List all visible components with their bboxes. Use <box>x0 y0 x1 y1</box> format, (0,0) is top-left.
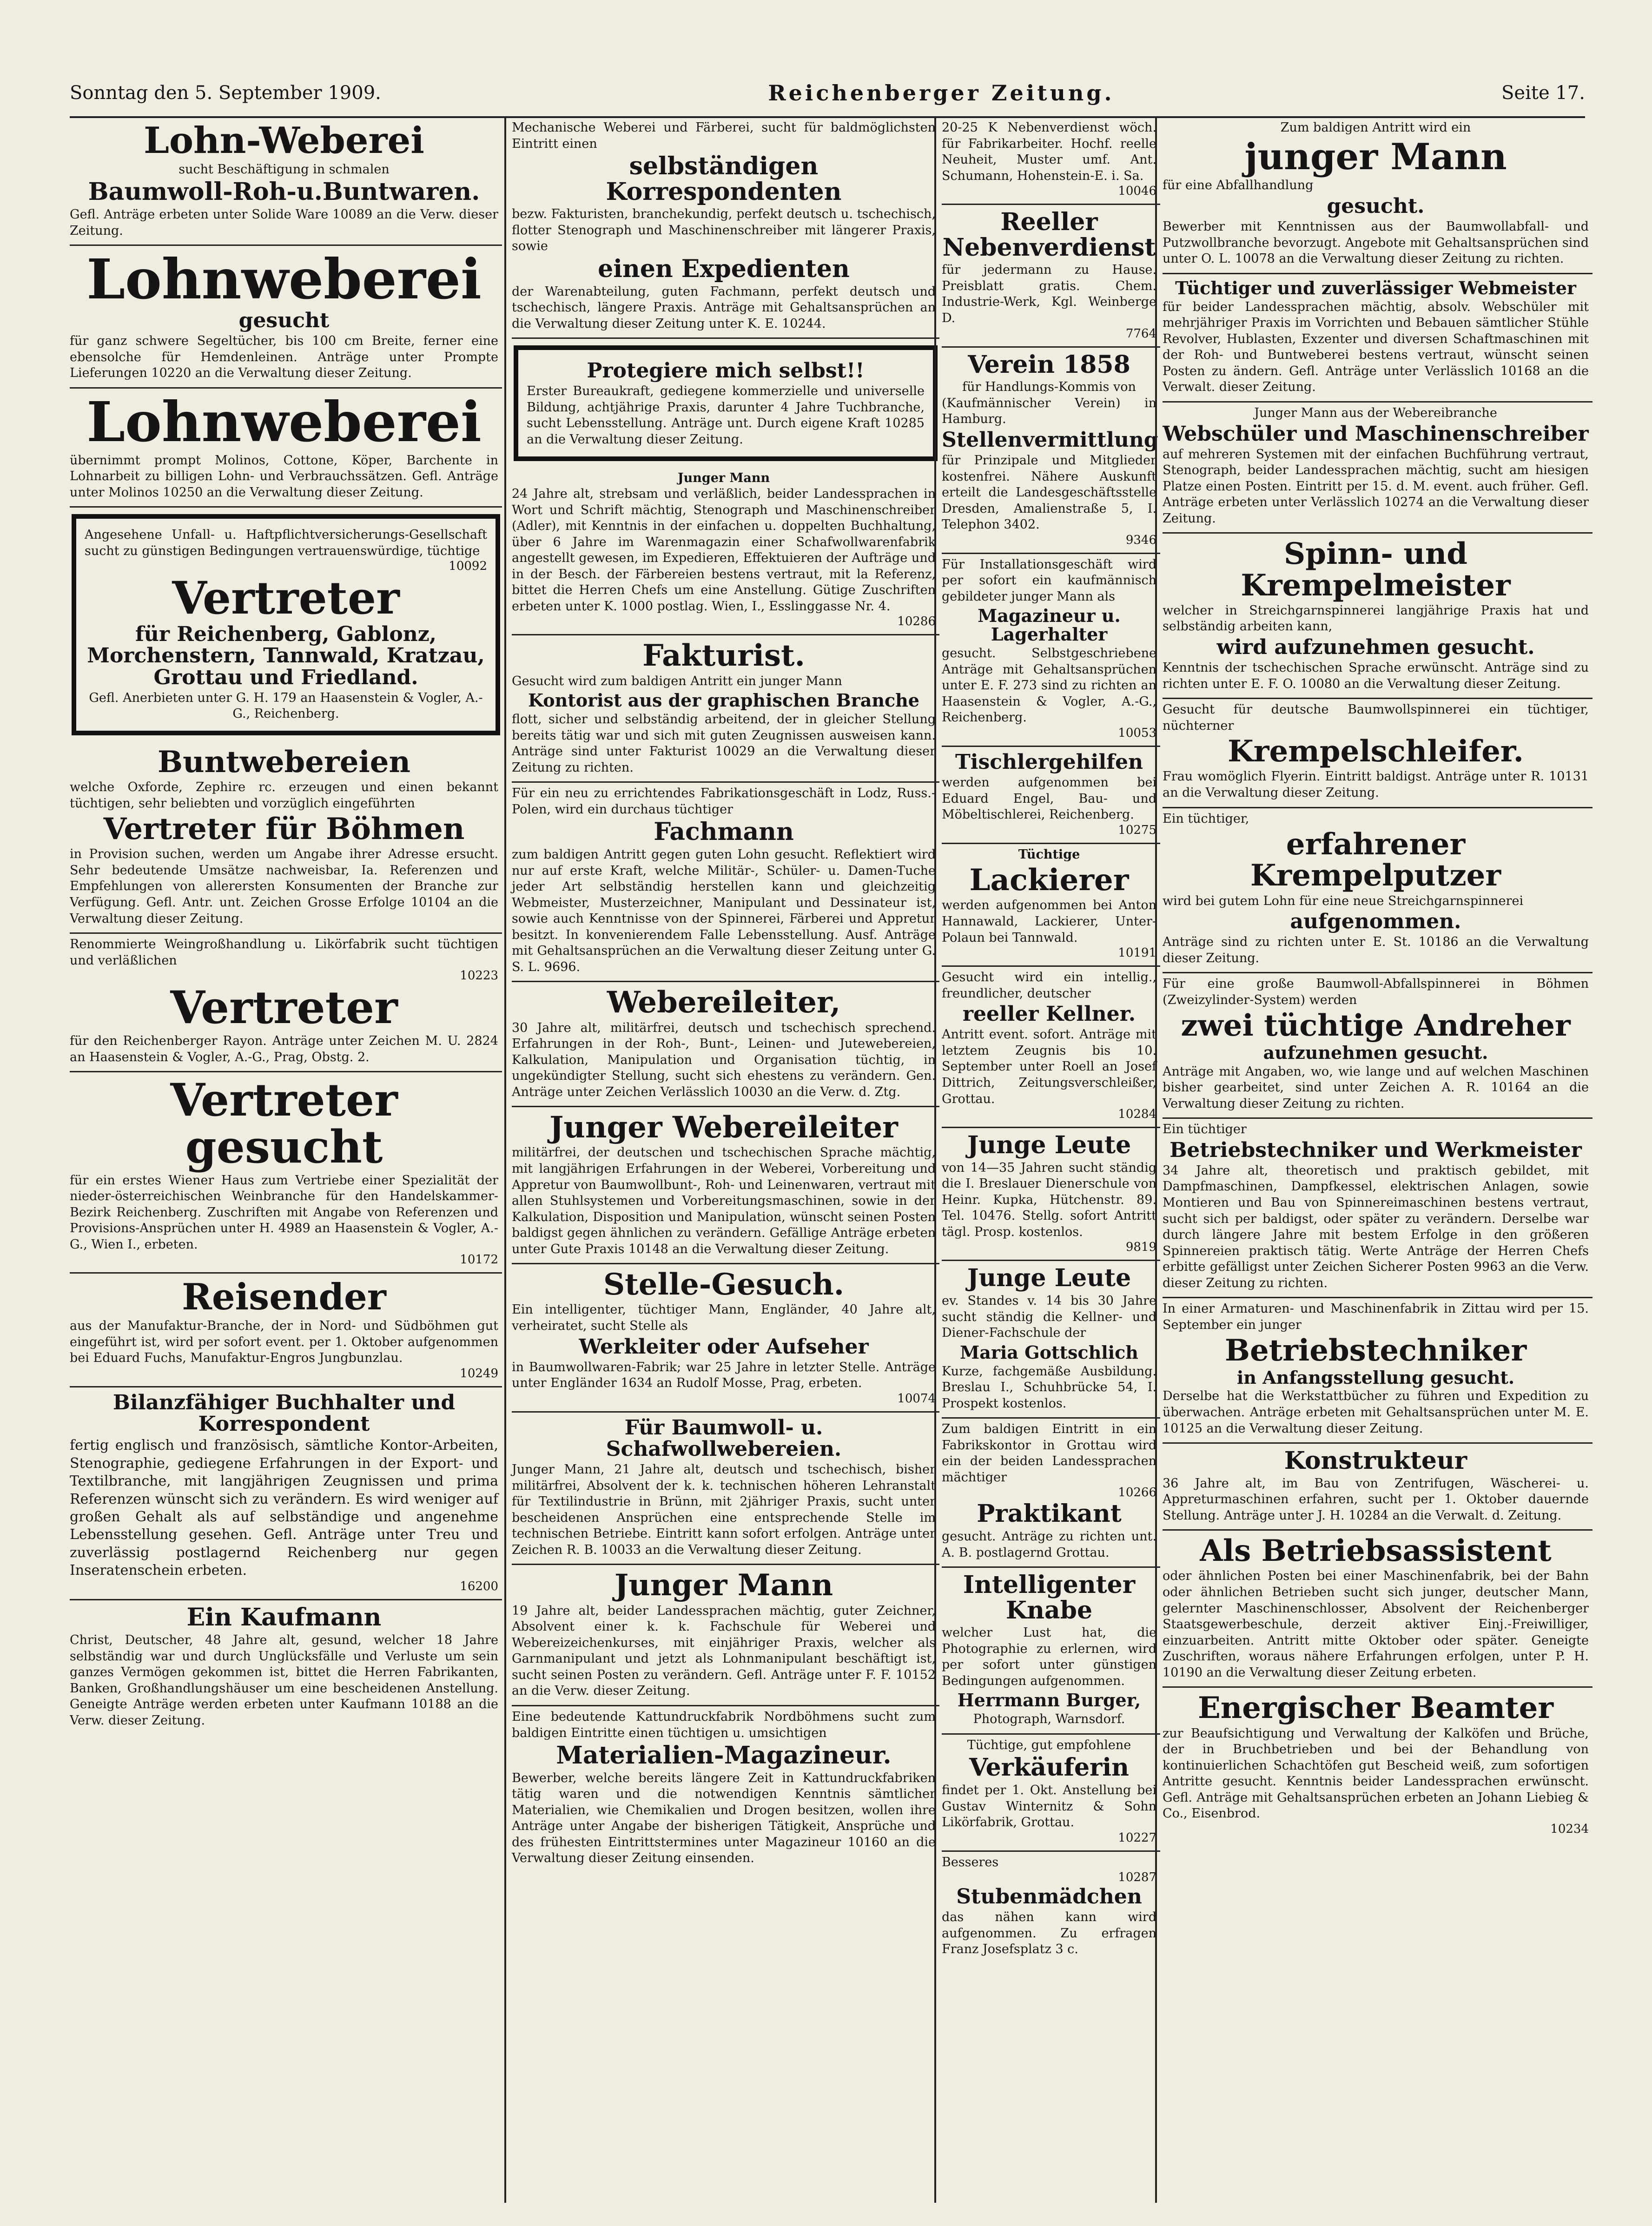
ad-body: Besseres <box>942 1855 999 1869</box>
ad-title: Junger Mann <box>614 1568 833 1603</box>
ad-vertreter-wein <box>70 934 502 1072</box>
ad-subtitle: Stellenvermittlung <box>942 428 1158 452</box>
ad-subtitle: gesucht. <box>1327 194 1425 218</box>
ad-title: Vertreter <box>170 981 398 1034</box>
ad-junge-leute-1 <box>942 1128 1160 1261</box>
ad-body: Gesucht wird zum baldigen Antritt ein junger Mann <box>512 674 842 688</box>
ad-title: reeller Kellner. <box>962 1002 1136 1026</box>
ad-body: (Kaufmännischer Verein) in Hamburg. <box>942 396 1156 427</box>
ad-body: Derselbe hat die Werkstattbücher zu führen und Expedition zu überwachen. Anträge erbeten mit Gehaltsansprüchen unter M. E. 10125 an die Verwaltung dieser Zeitung. <box>1163 1389 1589 1436</box>
ad-materialien-magazineur <box>512 1706 939 1872</box>
ad-subtitle: Herrmann Burger, <box>957 1690 1141 1711</box>
ad-title: Bilanzfähiger Buchhalter und Korrespondent <box>112 1390 456 1436</box>
ad-ref: 10266 <box>1118 1486 1156 1500</box>
ad-betriebstechniker-zittau <box>1163 1298 1593 1444</box>
ad-title: Vertreter <box>172 572 400 625</box>
ad-body: 19 Jahre alt, beider Landessprachen mächtig, guter Zeichner, Absolvent einer k. k. Fachschule für Weberei und Webereizeichenkurses, mit einjähriger Praxis, welcher als Garnmanipulant und jetzt als Lohnmanipulant beschäftigt ist, sucht seinen Posten zu verändern. Gefl. Anträge unter F. F. 10152 an die Verw. dieser Zeitung. <box>512 1603 936 1698</box>
ad-verkaeuferin <box>942 1735 1160 1852</box>
ad-subtitle: Maria Gottschlich <box>960 1341 1138 1363</box>
ad-kaufmann <box>70 1600 502 1734</box>
ad-title: Verkäuferin <box>969 1753 1129 1782</box>
ad-webmeister <box>1163 274 1593 403</box>
ad-body: findet per 1. Okt. Anstellung bei Gustav Winternitz & Sohn Likörfabrik, Grottau. <box>942 1783 1156 1830</box>
ad-body: für ganz schwere Segeltücher, bis 100 cm Breite, ferner eine ebensolche für Hemdenleinen. Anträge unter Prompte Lieferungen 10220 an die Verwaltung dieser Zeitung. <box>70 334 498 381</box>
ad-subtitle: für Handlungs-Kommis von <box>962 380 1136 395</box>
newspaper-title: Reichenberger Zeitung. <box>768 80 1115 106</box>
ad-lohn-weberei <box>70 117 502 246</box>
ad-subtitle: Baumwoll-Roh-u.Buntwaren. <box>88 178 480 206</box>
ad-title: Betriebstechniker <box>1224 1333 1527 1368</box>
ad-body: zum baldigen Antritt gegen guten Lohn gesucht. Reflektiert wird nur auf erste Kraft, welche Militär-, Schüler- u. Damen-Tuche jeder Art selbständig herstellen kann und gleichzeitig Webmeister, Musterzeichner, Manipulant und Dessinateur ist, sowie auch Kenntnisse von der Spinnerei, Färberei und Appretur besitzt. In konvenierendem Falle Lebensstellung. Ausf. Anträge mit Gehaltsansprüchen an die Verwaltung dieser Zeitung unter G. S. L. 9696. <box>512 847 936 974</box>
ad-body: welcher Lust hat, die Photographie zu erlernen, wird per sofort unter günstigen Bedingungen aufgenommen. <box>942 1625 1156 1688</box>
ad-title: zwei tüchtige Andreher <box>1181 1008 1571 1044</box>
column-4 <box>1155 117 1593 2203</box>
ad-subtitle: Tüchtige <box>1018 847 1080 862</box>
ad-andreher <box>1163 973 1593 1119</box>
ad-body: 34 Jahre alt, theoretisch und praktisch gebildet, mit Dampfmaschinen, Dampfkessel, elektrischen Anlagen, sowie Montieren und Bau von Spinnereimaschinen bestens vertraut, sucht sich per baldigst, oder später zu verändern. Derselbe war durch längere Jahre mit bestem Erfolge in den größeren Spinnereien praktisch tätig. Werte Anträge der Herren Chefs erbitte gefälligst unter Zeichen Sicherer Posten 9963 an die Verw. dieser Zeitung zu richten. <box>1163 1163 1589 1290</box>
ad-lohnweberei-gesucht <box>70 246 502 389</box>
ad-body: werden aufgenommen bei Eduard Engel, Bau- und Möbeltischlerei, Reichenberg. <box>942 775 1156 822</box>
ad-title: Webereileiter, <box>607 985 841 1020</box>
ad-body: Kenntnis der tschechischen Sprache erwünscht. Anträge sind zu richten unter E. F. O. 10080 an die Verwaltung dieser Zeitung. <box>1163 661 1589 691</box>
ad-ref: 10046 <box>1118 184 1156 198</box>
ad-body: Renommierte Weingroßhandlung u. Likörfabrik sucht tüchtigen und verläßlichen <box>70 937 498 968</box>
page-number: Seite 17. <box>1501 82 1585 104</box>
ad-verein-1858 <box>942 348 1160 554</box>
ad-subtitle: Werkleiter oder Aufseher <box>579 1334 869 1359</box>
ad-ref: 10249 <box>460 1366 498 1381</box>
ad-body: wird bei gutem Lohn für eine neue Streichgarnspinnerei <box>1163 893 1524 908</box>
ad-subtitle: einen Expedienten <box>598 254 850 283</box>
ad-body: gesucht. Selbstgeschriebene Anträge mit Gehaltsansprüchen unter E. F. 273 sind zu richten an Haasenstein & Vogler, A.-G., Reichenberg. <box>942 646 1156 725</box>
ad-body: In einer Armaturen- und Maschinenfabrik in Zittau wird per 15. September ein junger <box>1163 1301 1589 1332</box>
ad-junger-mann-24 <box>512 468 939 636</box>
ad-body: Tüchtige, gut empfohlene <box>967 1737 1131 1752</box>
ad-body: Christ, Deutscher, 48 Jahre alt, gesund, welcher 18 Jahre selbständig war und durch Unglücksfälle und Verluste um sein ganzes Vermögen gekommen ist, bittet die Herren Fabrikanten, Banken, Großhandlungshäuser um eine bescheidenen Anstellung. Geneigte Anträge werden erbeten unter Kaufmann 10188 an die Verw. dieser Zeitung. <box>70 1633 498 1728</box>
ad-betriebstechniker-werkmeister <box>1163 1119 1593 1298</box>
ad-ref: 10284 <box>1118 1107 1156 1122</box>
ad-body: für den Reichenberger Rayon. Anträge unter Zeichen M. U. 2824 an Haasenstein & Vogler, A.-G., Prag, Obstg. 2. <box>70 1034 498 1064</box>
ad-title: Stelle-Gesuch. <box>603 1267 845 1302</box>
ad-title: Betriebstechniker und Werkmeister <box>1170 1138 1582 1162</box>
ad-body: Für Installationsgeschäft wird per sofort ein kaufmännisch gebildeter junger Mann als <box>942 557 1156 604</box>
ad-title: Junge Leute <box>967 1131 1131 1160</box>
ad-title: Krempelschleifer. <box>1228 734 1524 769</box>
ad-body: Zum baldigen Eintritt in ein Fabrikskontor in Grottau wird ein der beiden Landessprachen mächtiger <box>942 1422 1156 1485</box>
ad-ref: 10227 <box>1118 1830 1156 1845</box>
ad-body: in Baumwollwaren-Fabrik; war 25 Jahre in letzter Stelle. Anträge unter Engländer 1634 an Rudolf Mosse, Prag, erbeten. <box>512 1360 936 1391</box>
ad-body: fertig englisch und französisch, sämtliche Kontor-Arbeiten, Stenographie, gediegene Erfahrungen in der Export- und Textilbranche, mit langjährigen Zeugnissen und prima Referenzen wünscht sich zu verändern. Es wird weniger auf großen Gehalt als auf selbständige und angenehme Lebensstellung gesehen. Gefl. Anträge unter Treu und zuverlässig postlagernd Reichenberg nur gegen Inseratenschein erbeten. <box>70 1437 498 1579</box>
ad-title: Intelligenter Knabe <box>963 1571 1136 1625</box>
ad-junger-mann-19 <box>512 1565 939 1706</box>
ad-praktikant <box>942 1419 1160 1568</box>
ad-ref: 10275 <box>1118 823 1156 837</box>
column-3 <box>934 117 1160 2203</box>
ad-body: Bewerber mit Kenntnissen aus der Baumwollabfall- und Putzwollbranche bevorzugt. Angebote mit Gehaltsansprüchen sind unter O. L. 10078 an die Verwaltung dieser Zeitung zu richten. <box>1163 219 1589 266</box>
ad-body: für Prinzipale und Mitglieder kostenfrei. Nähere Auskunft erteilt die Landesgeschäftsstelle Dresden, Amalienstraße 5, I. Telephon 3402. <box>942 453 1156 532</box>
ad-subtitle: Kontorist aus der graphischen Branche <box>528 690 919 711</box>
ad-body: 24 Jahre alt, strebsam und verläßlich, beider Landessprachen in Wort und Schrift mächtig, Stenograph und Maschinenschreiber (Adler), mit Kenntnis in der einfachen u. doppelten Buchhaltung, über 6 Jahre im Warenmagazin einer Schafwollwarenfabrik angestellt gewesen, im Expedieren, Effektuieren der Aufträge und in der Besch. der Färbereien bestens vertraut, mit la Referenz, bittet die Herren Chefs um eine Anstellung. Gütige Zuschriften erbeten unter K. 1000 postlag. Wien, I., Esslinggasse Nr. 4. <box>512 487 936 614</box>
ad-subtitle: gesucht <box>238 309 330 333</box>
ad-body: für beider Landessprachen mächtig, absolv. Webschüler mit mehrjähriger Praxis im Vorrichten und Bebauen sämtlicher Stühle Revolver, Hublasten, Exzenter und diversen Schaftmaschinen mit der Roh- und Buntweberei bestens vertraut, wünscht seinen Posten zu ändern. Gefl. Anträge unter Verlässlich 10168 an die Verwalt. dieser Zeitung. <box>1163 299 1589 395</box>
ad-subtitle: wird aufzunehmen gesucht. <box>1216 635 1535 659</box>
ad-title: Webschüler und Maschinenschreiber <box>1163 422 1589 446</box>
ad-body: Erster Bureaukraft, gediegene kommerzielle und universelle Bildung, achtjährige Praxis, darunter 4 Jahre Tuchbranche, sucht Lebensstellung. Anträge unt. Durch eigene Kraft 10285 an die Verwaltung dieser Zeitung. <box>527 384 925 447</box>
ad-body: Angesehene Unfall- u. Haftpflichtversicherungs-Gesellschaft sucht zu günstigen Bedingungen vertrauenswürdige, tüchtige <box>85 528 487 558</box>
ad-korrespondent <box>512 117 939 339</box>
ad-body: Ein intelligenter, tüchtiger Mann, Engländer, 40 Jahre alt, verheiratet, sucht Stelle als <box>512 1302 936 1333</box>
ad-ref: 10053 <box>1118 726 1156 740</box>
ad-title: junger Mann <box>1244 135 1507 178</box>
ad-ref: 10172 <box>460 1253 498 1267</box>
ad-buntwebereien <box>70 742 502 934</box>
ad-krempelschleifer <box>1163 699 1593 808</box>
ad-body: in Provision suchen, werden um Angabe ihrer Adresse ersucht. Sehr bedeutende Umsätze nachweisbar, Ia. Referenzen und Empfehlungen von allerersten Konsumenten der Branche zur Verfügung. Gefl. Antr. unt. Zeichen Grosse Erfolge 10104 an die Verwaltung dieser Zeitung. <box>70 847 498 926</box>
ad-title: Tüchtiger und zuverlässiger Webmeister <box>1175 277 1576 298</box>
ad-ref: 9346 <box>1125 533 1156 547</box>
ad-body: bezw. Fakturisten, branchekundig, perfekt deutsch u. tschechisch, flotter Stenograph und Maschinenschreiber mit längerer Praxis, sowie <box>512 207 936 254</box>
ad-kellner <box>942 967 1160 1128</box>
ad-title: selbständigen Korrespondenten <box>606 152 842 206</box>
ad-body: 30 Jahre alt, militärfrei, deutsch und tschechisch sprechend. Erfahrungen in der Roh-, Bunt-, Leinen- und Jutewebereien, Kalkulation, Manipulation und Organisation tüchtig, in ungekündigter Stellung, sucht sich ehestens zu verändern. Gen. Anträge unter Zeichen Verlässlich 10030 an die Verw. d. Ztg. <box>512 1020 936 1099</box>
ad-ref: 10191 <box>1118 946 1156 960</box>
ad-body: flott, sicher und selbständig arbeitend, der in gleicher Stellung bereits tätig war und sich mit guten Zeugnissen ausweisen kann. Anträge sind unter Fakturist 10029 an die Verwaltung dieser Zeitung zu richten. <box>512 712 936 775</box>
ad-title: Junger Webereileiter <box>549 1110 898 1145</box>
ad-junger-mann-abfall <box>1163 117 1593 274</box>
ad-title: Ein Kaufmann <box>186 1603 382 1632</box>
ad-body: für ein erstes Wiener Haus zum Vertriebe einer Spezialität der nieder-österreichischen Weinbranche für den Handelskammer-Bezirk Reichenberg. Zuschriften mit Angabe von Referenzen und Provisions-Ansprüchen unter H. 4989 an Haasenstein & Vogler, A.-G., Wien I., erbeten. <box>70 1173 498 1252</box>
ad-junge-leute-2 <box>942 1261 1160 1419</box>
ad-title: Reisender <box>182 1276 386 1319</box>
ad-body: Gefl. Anträge erbeten unter Solide Ware 10089 an die Verw. dieser Zeitung. <box>70 207 498 238</box>
ad-body: welche Oxforde, Zephire rc. erzeugen und einen bekannt tüchtigen, sehr beliebten und vorzüglich eingeführten <box>70 780 498 811</box>
ad-body: aus der Manufaktur-Branche, der in Nord- und Südböhmen gut eingeführt ist, wird per sofort event. per 1. Oktober aufgenommen bei Eduard Fuchs, Manufaktur-Engros Jungbunzlau. <box>70 1319 498 1366</box>
ad-body: von 14—35 Jahren sucht ständig die I. Breslauer Dienerschule von Heinr. Kupka, Hütchenstr. 89. Tel. 10476. Stellg. sofort Antritt tägl. Prosp. kostenlos. <box>942 1160 1156 1239</box>
ad-body: ev. Standes v. 14 bis 30 Jahre sucht ständig die Kellner- und Diener-Fachschule der <box>942 1294 1156 1341</box>
ad-krempelputzer <box>1163 808 1593 974</box>
ad-body: welcher in Streichgarnspinnerei langjährige Praxis hat und selbständig arbeiten kann, <box>1163 603 1589 634</box>
ad-title: Fakturist. <box>642 638 805 674</box>
ad-body: Junger Mann, 21 Jahre alt, deutsch und tschechisch, bisher militärfrei, Absolvent der k. k. technischen höheren Lehranstalt für Textilindustrie in Brünn, mit 2jähriger Praxis, sucht unter bescheidenen Ansprüchen eine entsprechende Stelle im technischen Betriebe. Eintritt kann sofort erfolgen. Anträge unter Zeichen R. B. 10033 an die Verwaltung dieser Zeitung. <box>512 1462 936 1557</box>
ad-body: Ein tüchtiger <box>1163 1122 1247 1137</box>
ad-body: übernimmt prompt Molinos, Cottone, Köper, Barchente in Lohnarbeit zu billigen Lohn- und Verbrauchssätzen. Gefl. Anträge unter Molinos 10250 an die Verwaltung dieser Zeitung. <box>70 453 498 500</box>
ad-body: Junger Mann aus der Webereibranche <box>1254 405 1497 420</box>
ad-body: sucht Beschäftigung in schmalen <box>178 162 390 177</box>
ad-body: Anträge mit Angaben, wo, wie lange und auf welchen Maschinen bisher gearbeitet, sind unter Zeichen A. R. 10164 an die Verwaltung dieser Zeitung zu richten. <box>1163 1064 1589 1111</box>
ad-title: Konstrukteur <box>1284 1447 1467 1475</box>
ad-body: das nähen kann wird aufgenommen. Zu erfragen Franz Josefsplatz 3 c. <box>942 1910 1156 1957</box>
ad-body: Für eine große Baumwoll-Abfallspinnerei in Böhmen (Zweizylinder-System) werden <box>1163 977 1589 1007</box>
ad-webschueler <box>1163 403 1593 534</box>
ad-body: 36 Jahre alt, im Bau von Zentrifugen, Wäscherei- u. Appreturmaschinen erfahren, sucht per 1. Oktober dauernde Stellung. Anträge unter J. H. 10284 an die Verwalt. d. Zeitung. <box>1163 1476 1589 1523</box>
date-line: Sonntag den 5. September 1909. <box>70 82 381 104</box>
ad-body: Eine bedeutende Kattundruckfabrik Nordböhmens sucht zum baldigen Eintritte einen tüchtigen u. umsichtigen <box>512 1709 936 1740</box>
ad-title: Stubenmädchen <box>956 1885 1142 1909</box>
ad-body: für jedermann zu Hause. Preisblatt gratis. Chem. Industrie-Werk, Kgl. Weinberge D. <box>942 263 1156 326</box>
ad-title: Reeller Nebenverdienst <box>942 208 1156 262</box>
ad-ref: 7764 <box>1125 326 1156 341</box>
ad-body: Für ein neu zu errichtendes Fabrikationsgeschäft in Lodz, Russ.-Polen, wird ein durchaus tüchtiger <box>512 786 936 817</box>
ad-title: Als Betriebsassistent <box>1200 1533 1552 1569</box>
ad-reeller-nebenverdienst <box>942 205 1160 347</box>
ad-ref: 10074 <box>897 1391 936 1406</box>
ad-ref: 10287 <box>1118 1870 1156 1885</box>
ad-buchhalter <box>70 1387 502 1601</box>
ad-fakturist <box>512 635 939 783</box>
ad-lohnweberei-molinos <box>70 389 502 508</box>
ad-fachmann <box>512 783 939 982</box>
ad-subtitle: aufgenommen. <box>1290 910 1461 934</box>
ad-body: für eine Abfallhandlung <box>1163 178 1314 193</box>
ad-junger-webereileiter <box>512 1107 939 1264</box>
ad-ref: 9819 <box>1125 1240 1156 1255</box>
ad-title: Junge Leute <box>967 1264 1131 1293</box>
ad-magazineur <box>942 554 1160 747</box>
ad-title: Lohn-Weberei <box>144 119 424 162</box>
ad-body: Bewerber, welche bereits längere Zeit in Kattundruckfabriken tätig waren und die notwendigen Kenntnis sämtlicher Materialien, wie Chemikalien und Drogen besitzen, wollen ihre Anträge unter Angabe der bisherigen Tätigkeit, Ansprüche und des frühesten Eintrittstermines unter Magazineur 10160 an die Verwaltung dieser Zeitung einsenden. <box>512 1770 936 1866</box>
ad-body: Kurze, fachgemäße Ausbildung. Breslau I., Schuhbrücke 54, I. Prospekt kostenlos. <box>942 1364 1156 1411</box>
ad-title: Lackierer <box>969 863 1129 898</box>
ad-title: Buntwebereien <box>158 744 410 779</box>
ad-title: Für Baumwoll- u. Schafwollwebereien. <box>606 1415 842 1461</box>
ad-tischlergehilfen <box>942 747 1160 844</box>
ad-nebenverdienst-wochen <box>942 117 1160 205</box>
ad-body: zur Beaufsichtigung und Verwaltung der Kalköfen und Brüche, der in Bruchbetrieben und bei der Behandlung von kontinuierlichen Schachtöfen gut Bescheid weiß, zum sofortigen Antritte gesucht. Kenntnis beider Landessprachen erwünscht. Gefl. Anträge mit Gehaltsansprüchen erbeten an Johann Liebieg & Co., Eisenbrod. <box>1163 1726 1589 1821</box>
ad-title: erfahrener Krempelputzer <box>1250 827 1501 893</box>
ad-subtitle: Junger Mann <box>677 470 770 485</box>
ad-baumwoll-schafwoll <box>512 1413 939 1565</box>
ad-body: Anträge sind zu richten unter E. St. 10186 an die Verwaltung dieser Zeitung. <box>1163 935 1589 965</box>
ad-lackierer <box>942 844 1160 967</box>
column-2 <box>504 117 939 2203</box>
ad-ref: 10234 <box>1550 1822 1589 1836</box>
ad-title: Vertreter gesucht <box>170 1074 398 1173</box>
ad-energischer-beamter <box>1163 1688 1593 1841</box>
ad-title: Spinn- und Krempelmeister <box>1241 536 1511 603</box>
ad-reisender <box>70 1274 502 1387</box>
ad-body: der Warenabteilung, guten Fachmann, perfekt deutsch und tschechisch, längere Praxis. Anträge mit Gehaltsansprüchen an die Verwaltung dieser Zeitung unter K. E. 10244. <box>512 284 936 331</box>
ad-konstrukteur <box>1163 1444 1593 1531</box>
ad-body: werden aufgenommen bei Anton Hannawald, Lackierer, Unter-Polaun bei Tannwald. <box>942 898 1156 945</box>
column-1 <box>70 117 502 2203</box>
ad-vertreter-gesucht <box>70 1072 502 1274</box>
ad-body: Antritt event. sofort. Anträge mit letztem Zeugnis bis 10. September unter Roell an Josef Dittrich, Zeitungsverschleißer, Grottau. <box>942 1027 1156 1106</box>
ad-subtitle: aufzunehmen gesucht. <box>1263 1042 1488 1063</box>
ad-knabe <box>942 1568 1160 1735</box>
ad-body: militärfrei, der deutschen und tschechischen Sprache mächtig, mit langjährigen Erfahrungen in der Weberei, Vorbereitung und Appretur von Baumwollbunt-, Roh- und Leinenwaren, vertraut mit allen Stuhlsystemen und Vorbereitungsmaschinen, sowie in der Kalkulation, Disposition und Manipulation, wünscht seinen Posten baldigst gegen ähnlichen zu verändern. Gefällige Anträge erbeten unter Gute Praxis 10148 an die Verwaltung dieser Zeitung. <box>512 1145 936 1256</box>
ad-krempelmeister <box>1163 534 1593 699</box>
ad-body: Frau womöglich Flyerin. Eintritt baldigst. Anträge unter R. 10131 an die Verwaltung dieser Zeitung. <box>1163 769 1589 800</box>
ad-places: für Reichenberg, Gablonz, Morchenstern, Tannwald, Kratzau, Grottau und Friedland. <box>87 622 485 689</box>
ad-title: Protegiere mich selbst!! <box>587 359 865 383</box>
ad-title: Lohnweberei <box>86 389 482 454</box>
ad-title: Verein 1858 <box>968 350 1130 379</box>
ad-ref: 10092 <box>449 559 487 574</box>
ad-body: Zum baldigen Antritt wird ein <box>1280 120 1471 135</box>
ad-ref: 10286 <box>897 614 936 629</box>
ad-stelle-gesuch <box>512 1264 939 1413</box>
ad-ref: 16200 <box>460 1579 498 1594</box>
ad-ref: 10223 <box>460 969 498 983</box>
ad-body: Photograph, Warnsdorf. <box>973 1712 1125 1727</box>
ad-subtitle: Vertreter für Böhmen <box>103 812 465 847</box>
ad-body: Gesucht für deutsche Baumwollspinnerei ein tüchtiger, nüchterner <box>1163 702 1589 733</box>
ad-title: Energischer Beamter <box>1197 1691 1554 1726</box>
ad-body: Mechanische Weberei und Färberei, sucht für baldmöglichsten Eintritt einen <box>512 120 936 151</box>
ad-body: Gefl. Anerbieten unter G. H. 179 an Haasenstein & Vogler, A.-G., Reichenberg. <box>89 690 483 721</box>
masthead <box>70 70 1585 118</box>
ad-body: 20-25 K Nebenverdienst wöch. für Fabrikarbeiter. Hochf. reelle Neuheit, Muster umf. Ant. Schumann, Hohenstein-E. i. Sa. <box>942 120 1156 183</box>
ad-title: Tischlergehilfen <box>955 750 1143 774</box>
ad-title: Magazineur u. Lagerhalter <box>978 605 1121 645</box>
ad-subtitle: in Anfangsstellung gesucht. <box>1236 1367 1515 1388</box>
ad-webereileiter <box>512 982 939 1107</box>
ad-protegiere <box>514 345 938 461</box>
ad-body: gesucht. Anträge zu richten unt. A. B. postlagernd Grottau. <box>942 1529 1156 1560</box>
ad-body: oder ähnlichen Posten bei einer Maschinenfabrik, bei der Bahn oder ähnlichen Betrieben sucht sich junger, deutscher Mann, gelernter Maschinenschlosser, Absolvent der Reichenberger Staatsgewerbeschule, derzeit aktiver Einj.-Freiwilliger, einzuarbeiten. Antritt mitte Oktober oder später. Geneigte Zuschriften, woraus nähere Erfahrungen erfolgen, unter P. H. 10190 an die Verwaltung dieser Zeitung erbeten. <box>1163 1569 1589 1680</box>
ad-body: auf mehreren Systemen mit der einfachen Buchführung vertraut, Stenograph, beider Landessprachen mächtig, sucht am hiesigen Platze einen Posten. Eintritt per 15. d. M. event. auch früher. Gefl. Anträge erbeten unter Verlässlich 10274 an die Verwaltung dieser Zeitung. <box>1163 447 1589 526</box>
ad-vertreter-versicherung <box>72 514 500 735</box>
ad-body: Gesucht wird ein intellig., freundlicher, deutscher <box>942 970 1156 1001</box>
ad-title: Lohnweberei <box>86 247 482 312</box>
ad-body: Ein tüchtiger, <box>1163 811 1249 826</box>
ad-title: Praktikant <box>977 1499 1122 1528</box>
ad-title: Materialien-Magazineur. <box>556 1741 892 1770</box>
ad-title: Fachmann <box>654 818 794 846</box>
ad-betriebsassistent <box>1163 1531 1593 1688</box>
ad-stubenmaedchen <box>942 1852 1160 1963</box>
